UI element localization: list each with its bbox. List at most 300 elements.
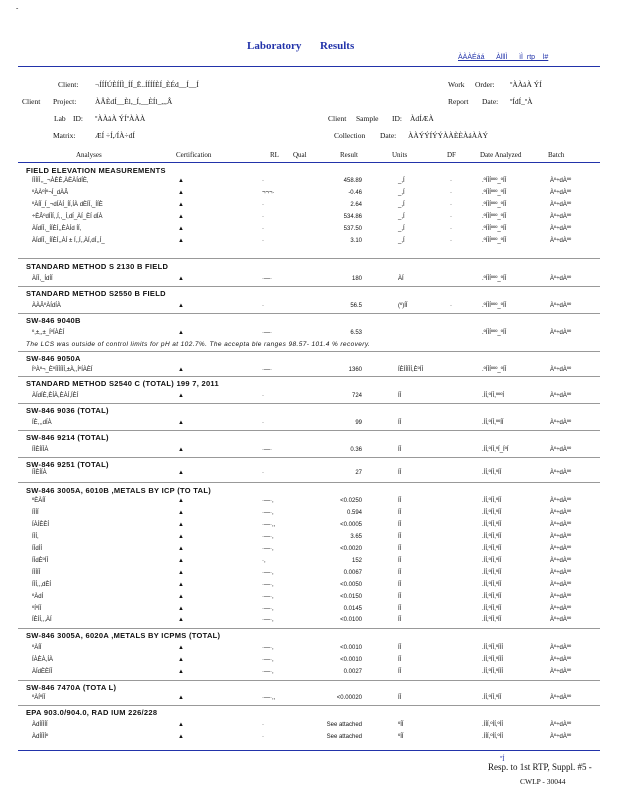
batch: Àº÷dÀºº [550, 594, 572, 600]
units: ÍÍ [398, 582, 402, 588]
work-label: Work [448, 80, 465, 89]
rl: ·—·, [262, 498, 274, 504]
units: ÍÍ [398, 558, 402, 564]
table-row [0, 420, 618, 429]
cert-mark: ▲ [178, 238, 184, 244]
date-analyzed: .ºÍÍÍººº_ºÍÍ [482, 190, 507, 196]
footer-mark: ºÍ [500, 755, 505, 763]
cert-mark: ▲ [178, 558, 184, 564]
cert-mark: ▲ [178, 276, 184, 282]
report-label: Report [448, 97, 469, 106]
table-row [0, 393, 618, 402]
df: · [450, 214, 452, 220]
result: 0.36 [350, 447, 362, 453]
cert-mark: ▲ [178, 617, 184, 623]
table-row [0, 330, 618, 339]
table-row [0, 447, 618, 456]
df: · [450, 202, 452, 208]
table-row [0, 558, 618, 567]
header-rule [18, 66, 600, 67]
cert-mark: ▲ [178, 669, 184, 675]
table-row [0, 202, 618, 211]
client-label: Client: [58, 80, 79, 89]
rl: ·—·, [262, 645, 274, 651]
cert-mark: ▲ [178, 393, 184, 399]
analyte: ÀÍdÍÈ,ÈÍÀ,ÈÀÍ,ÍÈÍ [32, 393, 79, 399]
units: _,Í [398, 190, 405, 196]
table-row [0, 722, 618, 731]
batch: Àº÷dÀºº [550, 722, 572, 728]
date-analyzed: .ÍÍ,ºÍÍ,ºÍÍ [482, 498, 502, 504]
analyte: ÍÍdÍÍ [32, 546, 43, 552]
rl: ·—·, [262, 546, 274, 552]
result: 180 [351, 276, 362, 282]
analyte: ÍÍÍ, [32, 534, 39, 540]
section-heading: SW-846 9036 (TOTAL) [26, 406, 109, 415]
units: ÍÍ [398, 669, 402, 675]
batch: Àº÷dÀºº [550, 534, 572, 540]
section-divider [18, 403, 600, 404]
col-qual: Qual [293, 151, 307, 159]
units: ÍÍ [398, 570, 402, 576]
analyte: ÀÍdÍÍ,_ÍÍÈÍ,,ÀÍ ± Í,,Í,,ÀÍ,dÍ,,Í_ [32, 238, 105, 244]
batch: Àº÷dÀºº [550, 657, 572, 663]
col-batch: Batch [548, 151, 565, 159]
rl: ·—· [262, 330, 272, 336]
report-date-value: ºÍdÍ_ºÀ [510, 97, 533, 106]
cert-mark: ▲ [178, 734, 184, 740]
section-heading: SW-846 9251 (TOTAL) [26, 460, 109, 469]
analyte: ÍÀÍÈÈÍ [32, 522, 50, 528]
cert-mark: ▲ [178, 498, 184, 504]
rl: ·, [262, 558, 266, 564]
units: ÍÍ [398, 510, 402, 516]
table-row [0, 695, 618, 704]
table-row [0, 303, 618, 312]
batch: Àº÷dÀºº [550, 393, 572, 399]
matrix-label: Matrix: [53, 131, 76, 140]
title-results: Results [320, 40, 355, 52]
rl: · [262, 420, 264, 426]
rl: · [262, 734, 264, 740]
col-analyses: Analyses [76, 151, 102, 159]
rl: · [262, 303, 264, 309]
units: ÍÍ [398, 695, 402, 701]
units: _,Í [398, 178, 405, 184]
batch: Àº÷dÀºº [550, 420, 572, 426]
analyte: ÀÍdÈÈÍÍ [32, 669, 53, 675]
date-analyzed: .ÍÍ,ºÍÍ,ºÍÍÍ [482, 645, 504, 651]
result: 0.0067 [343, 570, 362, 576]
section-divider [18, 482, 600, 483]
batch: Àº÷dÀºº [550, 522, 572, 528]
units: ÍÍ [398, 594, 402, 600]
rl: · [262, 226, 264, 232]
result: 27 [355, 470, 362, 476]
units: _,Í [398, 238, 405, 244]
df: · [450, 190, 452, 196]
table-row [0, 522, 618, 531]
section-heading: EPA 903.0/904.0, RAD IUM 226/228 [26, 708, 158, 717]
units: ÍÍ [398, 447, 402, 453]
date-analyzed: .ÍÍ,ºÍÍ,ºÍÍ [482, 558, 502, 564]
batch: Àº÷dÀºº [550, 606, 572, 612]
batch: Àº÷dÀºº [550, 367, 572, 373]
table-row [0, 276, 618, 285]
cert-mark: ▲ [178, 594, 184, 600]
result: See attached [326, 722, 362, 728]
date-analyzed: .ÍÍ,ºÍÍ,ºÍÍÍ [482, 669, 504, 675]
table-row [0, 510, 618, 519]
units: (º)ÍÍ [398, 303, 408, 309]
batch: Àº÷dÀºº [550, 617, 572, 623]
table-row [0, 226, 618, 235]
section-heading: SW-846 3005A, 6020A ,METALS BY ICPMS (TOTAL) [26, 631, 221, 640]
date-analyzed: .ºÍÍÍººº_ºÍÍ [482, 367, 507, 373]
section-divider [18, 628, 600, 629]
result: <0.00020 [336, 695, 362, 701]
section-heading: SW-846 9040B [26, 316, 81, 325]
analyte: ºÀÍÍ [32, 645, 42, 651]
cert-mark: ▲ [178, 470, 184, 476]
df: · [450, 178, 452, 184]
result: <0.0010 [340, 645, 362, 651]
result: <0.0050 [340, 582, 362, 588]
rl: ·—·, [262, 657, 274, 663]
analyte: ÀdÍÍÍÍÍ [32, 722, 48, 728]
result: 1360 [348, 367, 362, 373]
analyte: ÍÍÈÍÍÀ [32, 470, 47, 476]
analyte: ÍÍÍÍÍ [32, 570, 41, 576]
section-heading: SW-846 3005A, 6010B ,METALS BY ICP (TO TAL) [26, 486, 212, 495]
cert-mark: ▲ [178, 570, 184, 576]
section-heading: FIELD ELEVATION MEASUREMENTS [26, 166, 166, 175]
batch: Àº÷dÀºº [550, 276, 572, 282]
date-analyzed: .ÍÍ,ºÍÍ,ºººÍ [482, 393, 505, 399]
column-rule [18, 162, 600, 163]
analyte: ÀÍdÍÍ,_ÍÍÈÍ,,ÈÀÍd ÍÍ, [32, 226, 82, 232]
units: ÀÍ [398, 276, 404, 282]
batch: Àº÷dÀºº [550, 645, 572, 651]
date-analyzed: .ºÍÍÍººº_ºÍÍ [482, 178, 507, 184]
analyte: ÍÍdÈºÍÍ [32, 558, 49, 564]
client-sample-label: Client [328, 114, 347, 123]
table-row [0, 734, 618, 743]
footer-code: CWLP - 30044 [520, 777, 566, 786]
batch: Àº÷dÀºº [550, 214, 572, 220]
result: 458.89 [343, 178, 362, 184]
cert-mark: ▲ [178, 190, 184, 196]
qc-note: The LCS was outside of control limits for pH at 102.7%. The accepta ble ranges 98.57- 101.4 % recovery. [26, 341, 371, 348]
batch: Àº÷dÀºº [550, 510, 572, 516]
batch: Àº÷dÀºº [550, 190, 572, 196]
cert-mark: ▲ [178, 420, 184, 426]
units: ºÍÍ [398, 722, 404, 728]
cert-mark: ▲ [178, 546, 184, 552]
result: <0.0150 [340, 594, 362, 600]
date-analyzed: .ÍÍ,ºÍÍ,ºÍÍ [482, 534, 502, 540]
cert-mark: ▲ [178, 367, 184, 373]
rl: · [262, 202, 264, 208]
units: _,Í [398, 202, 405, 208]
date-analyzed: .ÍÍ,ºÍÍ,ºÍÍ [482, 510, 502, 516]
units: ºÍÍ [398, 734, 404, 740]
table-row [0, 669, 618, 678]
date-analyzed: .ÍÍ,ºÍÍ,ºÍÍ [482, 606, 502, 612]
section-divider [18, 351, 600, 352]
result: 537.50 [343, 226, 362, 232]
analyte: ÍÀÈÀ,ÍÀ [32, 657, 54, 663]
date-analyzed: .ºÍÍÍººº_ºÍÍ [482, 238, 507, 244]
section-heading: SW-846 9214 (TOTAL) [26, 433, 109, 442]
analyte: ÀÀÂºÀÍdÍÀ [32, 303, 61, 309]
section-heading: SW-846 7470A (TOTA L) [26, 683, 117, 692]
units: ÍÍ [398, 522, 402, 528]
table-row [0, 582, 618, 591]
rl: ·—· [262, 276, 272, 282]
section-divider [18, 286, 600, 287]
col-date-analyzed: Date Analyzed [480, 151, 522, 159]
table-row [0, 606, 618, 615]
collection-date-label: Date: [380, 131, 397, 140]
section-heading: SW-846 9050A [26, 354, 81, 363]
date-analyzed: .ÍÍÍ,ºÍÍ,ºÍÍ [482, 734, 504, 740]
batch: Àº÷dÀºº [550, 330, 572, 336]
result: 724 [351, 393, 362, 399]
col-df: DF [447, 151, 456, 159]
section-heading: STANDARD METHOD S 2130 B FIELD [26, 262, 169, 271]
result: <0.0020 [340, 546, 362, 552]
analyte: º,±,,±_ÍºÍÀÈÍ [32, 330, 65, 336]
batch: Àº÷dÀºº [550, 303, 572, 309]
batch: Àº÷dÀºº [550, 669, 572, 675]
units: ÍÍ [398, 546, 402, 552]
section-divider [18, 457, 600, 458]
batch: Àº÷dÀºº [550, 498, 572, 504]
cert-mark: ▲ [178, 510, 184, 516]
date-analyzed: .ÍÍ,ºÍÍ,ºÍÍ [482, 470, 502, 476]
rl: ¬¬¬· [262, 190, 275, 196]
batch: Àº÷dÀºº [550, 178, 572, 184]
report-date-label: Date: [482, 97, 499, 106]
result: 99 [355, 420, 362, 426]
cert-mark: ▲ [178, 447, 184, 453]
rl: ·—·, [262, 669, 274, 675]
matrix-value: ÆÍ ÷Í,/ÍÀ÷dÍ [95, 131, 135, 140]
result: <0.0010 [340, 657, 362, 663]
result: 152 [351, 558, 362, 564]
date-analyzed: .ÍÍ,ºÍÍ,ºÍ_ÍºÍ [482, 447, 509, 453]
batch: Àº÷dÀºº [550, 470, 572, 476]
cert-mark: ▲ [178, 522, 184, 528]
rl: · [262, 178, 264, 184]
col-units: Units [392, 151, 408, 159]
lab-label: Lab [54, 114, 66, 123]
rl: ·—·, [262, 570, 274, 576]
date-analyzed: .ÍÍ,ºÍÍ,ºÍÍ [482, 582, 502, 588]
result: See attached [326, 734, 362, 740]
df: · [450, 303, 452, 309]
section-heading: STANDARD METHOD S2550 B FIELD [26, 289, 166, 298]
analyte: ºÀÀºÍº¬Í_dÀÂ [32, 190, 69, 196]
client-value: ¬ÍÍÍÚÈÍÍÌ_ÍÍ_Ë..ÍÍÍÍÈÍ_ÈÉd__Í__Í [95, 80, 199, 89]
result: -0.46 [348, 190, 362, 196]
analyte: ÍÍÍ,,,dÈÍ [32, 582, 52, 588]
cert-mark: ▲ [178, 645, 184, 651]
batch: Àº÷dÀºº [550, 202, 572, 208]
rl: · [262, 393, 264, 399]
project-value: ÀÂÈdÍ__Èl,_Í,__ÈÍl_,,,Â [95, 97, 173, 106]
batch: Àº÷dÀºº [550, 734, 572, 740]
table-row [0, 190, 618, 199]
table-row [0, 617, 618, 626]
section-divider [18, 705, 600, 706]
batch: Àº÷dÀºº [550, 238, 572, 244]
rl: ·—·, [262, 582, 274, 588]
date-analyzed: .ÍÍ,ºÍÍ,ºÍÍ [482, 570, 502, 576]
rl: ·—·, [262, 594, 274, 600]
rl: · [262, 470, 264, 476]
units: ÍÍ [398, 657, 402, 663]
units: _,Í [398, 226, 405, 232]
units: ÍÍ [398, 393, 402, 399]
result: <0.0005 [340, 522, 362, 528]
corner-mark: - [16, 4, 19, 12]
batch: Àº÷dÀºº [550, 447, 572, 453]
units: ÍÈÍÍÍÍÍ,ÈºÍÍ [398, 367, 424, 373]
result: <0.0250 [340, 498, 362, 504]
collection-date-value: ÀÀÝÝÍÝÝÀÀÈÈÀáÀÀÝ [408, 131, 488, 140]
batch: Àº÷dÀºº [550, 570, 572, 576]
analyte: ÍÈ,,,dÍÀ [32, 420, 52, 426]
analyte: ÍÈÍÍ,,,ÀÍ [32, 617, 52, 623]
cert-mark: ▲ [178, 534, 184, 540]
table-row [0, 657, 618, 666]
table-row [0, 645, 618, 654]
date-analyzed: .ºÍÍÍººº_ºÍÍ [482, 214, 507, 220]
cert-mark: ▲ [178, 214, 184, 220]
col-certification: Certification [176, 151, 212, 159]
analyte: ÍÍÍÍ [32, 510, 39, 516]
units: ÍÍ [398, 470, 402, 476]
date-analyzed: .ÍÍ,ºÍÍ,ºÍÍ [482, 695, 502, 701]
batch: Àº÷dÀºº [550, 582, 572, 588]
df: · [450, 238, 452, 244]
date-analyzed: .ÍÍ,ºÍÍ,ºÍÍ [482, 594, 502, 600]
batch: Àº÷dÀºº [550, 695, 572, 701]
result: 6.53 [350, 330, 362, 336]
analyte: ÍºÀº¬_ÈºÍÍÍÍÍÍ,±À,,ÍºÍÀÈÍ [32, 367, 93, 373]
cert-mark: ▲ [178, 657, 184, 663]
units: ÍÍ [398, 498, 402, 504]
rl: ·—·, [262, 606, 274, 612]
rl: ·—· [262, 447, 272, 453]
date-analyzed: .ºÍÍÍººº_ºÍÍ [482, 276, 507, 282]
analyte: ÍÍÍÍÍ,,_¬ÀÈÈ,ÀÈÀÍdÍÈ, [32, 178, 89, 184]
col-result: Result [340, 151, 358, 159]
section-divider [18, 258, 600, 259]
table-row [0, 367, 618, 376]
batch: Àº÷dÀºº [550, 226, 572, 232]
table-row [0, 534, 618, 543]
work-order-value: ºÀÀàÀ ÝÍ [510, 80, 542, 89]
cert-mark: ▲ [178, 722, 184, 728]
result: 0.0145 [343, 606, 362, 612]
result: 2.64 [350, 202, 362, 208]
date-analyzed: .ºÍÍÍººº_ºÍÍ [482, 330, 507, 336]
bottom-rule [18, 750, 600, 751]
footer-response: Resp. to 1st RTP, Suppl. #5 - [488, 762, 592, 772]
date-analyzed: .ÍÍ,ºÍÍ,ºÍÍ [482, 546, 502, 552]
cert-mark: ▲ [178, 582, 184, 588]
rl: ·—·, [262, 617, 274, 623]
cert-mark: ▲ [178, 226, 184, 232]
rl: · [262, 214, 264, 220]
analyte: ºÀÍÍ_Í_¬dÍÀÍ_ÍÍ,ÍÀ dÈÍÍ,_ÍÍÈ [32, 202, 103, 208]
units: ÍÍ [398, 606, 402, 612]
batch: Àº÷dÀºº [550, 558, 572, 564]
cert-mark: ▲ [178, 606, 184, 612]
collection-label: Collection [334, 131, 366, 140]
section-divider [18, 680, 600, 681]
units: ÍÍ [398, 617, 402, 623]
rl: ·—· [262, 367, 272, 373]
result: 3.10 [350, 238, 362, 244]
analyte: ÀdÍÍÍÍº [32, 734, 49, 740]
rl: ·—·, [262, 534, 274, 540]
table-row [0, 238, 618, 247]
sample-id-label: ID: [392, 114, 402, 123]
date-analyzed: .ºÍÍÍººº_ºÍÍ [482, 226, 507, 232]
order-label: Order: [475, 80, 495, 89]
client-project-label: Client [22, 97, 41, 106]
date-analyzed: .ÍÍÍ,ºÍÍ,ºÍÍ [482, 722, 504, 728]
cert-mark: ▲ [178, 202, 184, 208]
units: ÍÍ [398, 534, 402, 540]
batch: Àº÷dÀºº [550, 546, 572, 552]
analyte: ÀÍÍ,_ÍdÍÍ [32, 276, 53, 282]
lab-id-value: ºÀÀàÀ ÝÍºÀÀÀ [95, 114, 146, 123]
result: 0.594 [346, 510, 362, 516]
result: 56.5 [350, 303, 362, 309]
section-heading: STANDARD METHOD S2540 C (TOTAL) 199 7, 2011 [26, 379, 219, 388]
cert-mark: ▲ [178, 695, 184, 701]
table-row [0, 498, 618, 507]
date-analyzed: .ºÍÍÍººº_ºÍÍ [482, 303, 507, 309]
analyte: ÍÍÈÍÍÍÀ [32, 447, 49, 453]
table-row [0, 594, 618, 603]
section-divider [18, 430, 600, 431]
rl: ·—·,, [262, 695, 276, 701]
col-rl: RL [270, 151, 279, 159]
table-row [0, 570, 618, 579]
analyte: ºÍºÍÍ [32, 606, 42, 612]
units: ÍÍ [398, 645, 402, 651]
analyte: ÷ÈÂºdÍÍÍ,,Í,,_Í,dÍ_ÀÍ_ÈÍ dÍÀ [32, 214, 103, 220]
units: _,Í [398, 214, 405, 220]
cert-mark: ▲ [178, 303, 184, 309]
rl: · [262, 238, 264, 244]
table-row [0, 214, 618, 223]
lab-id-label: ID: [73, 114, 83, 123]
date-analyzed: .ÍÍ,ºÍÍ,ºÍÍ [482, 617, 502, 623]
section-divider [18, 313, 600, 314]
result: 534.86 [343, 214, 362, 220]
units: ÍÍ [398, 420, 402, 426]
result: 3.65 [350, 534, 362, 540]
top-right-code: ÀÀÀÉáá___ÀlllÌ___ìÌ_rtp__l# [458, 54, 549, 61]
result: 0.0027 [343, 669, 362, 675]
